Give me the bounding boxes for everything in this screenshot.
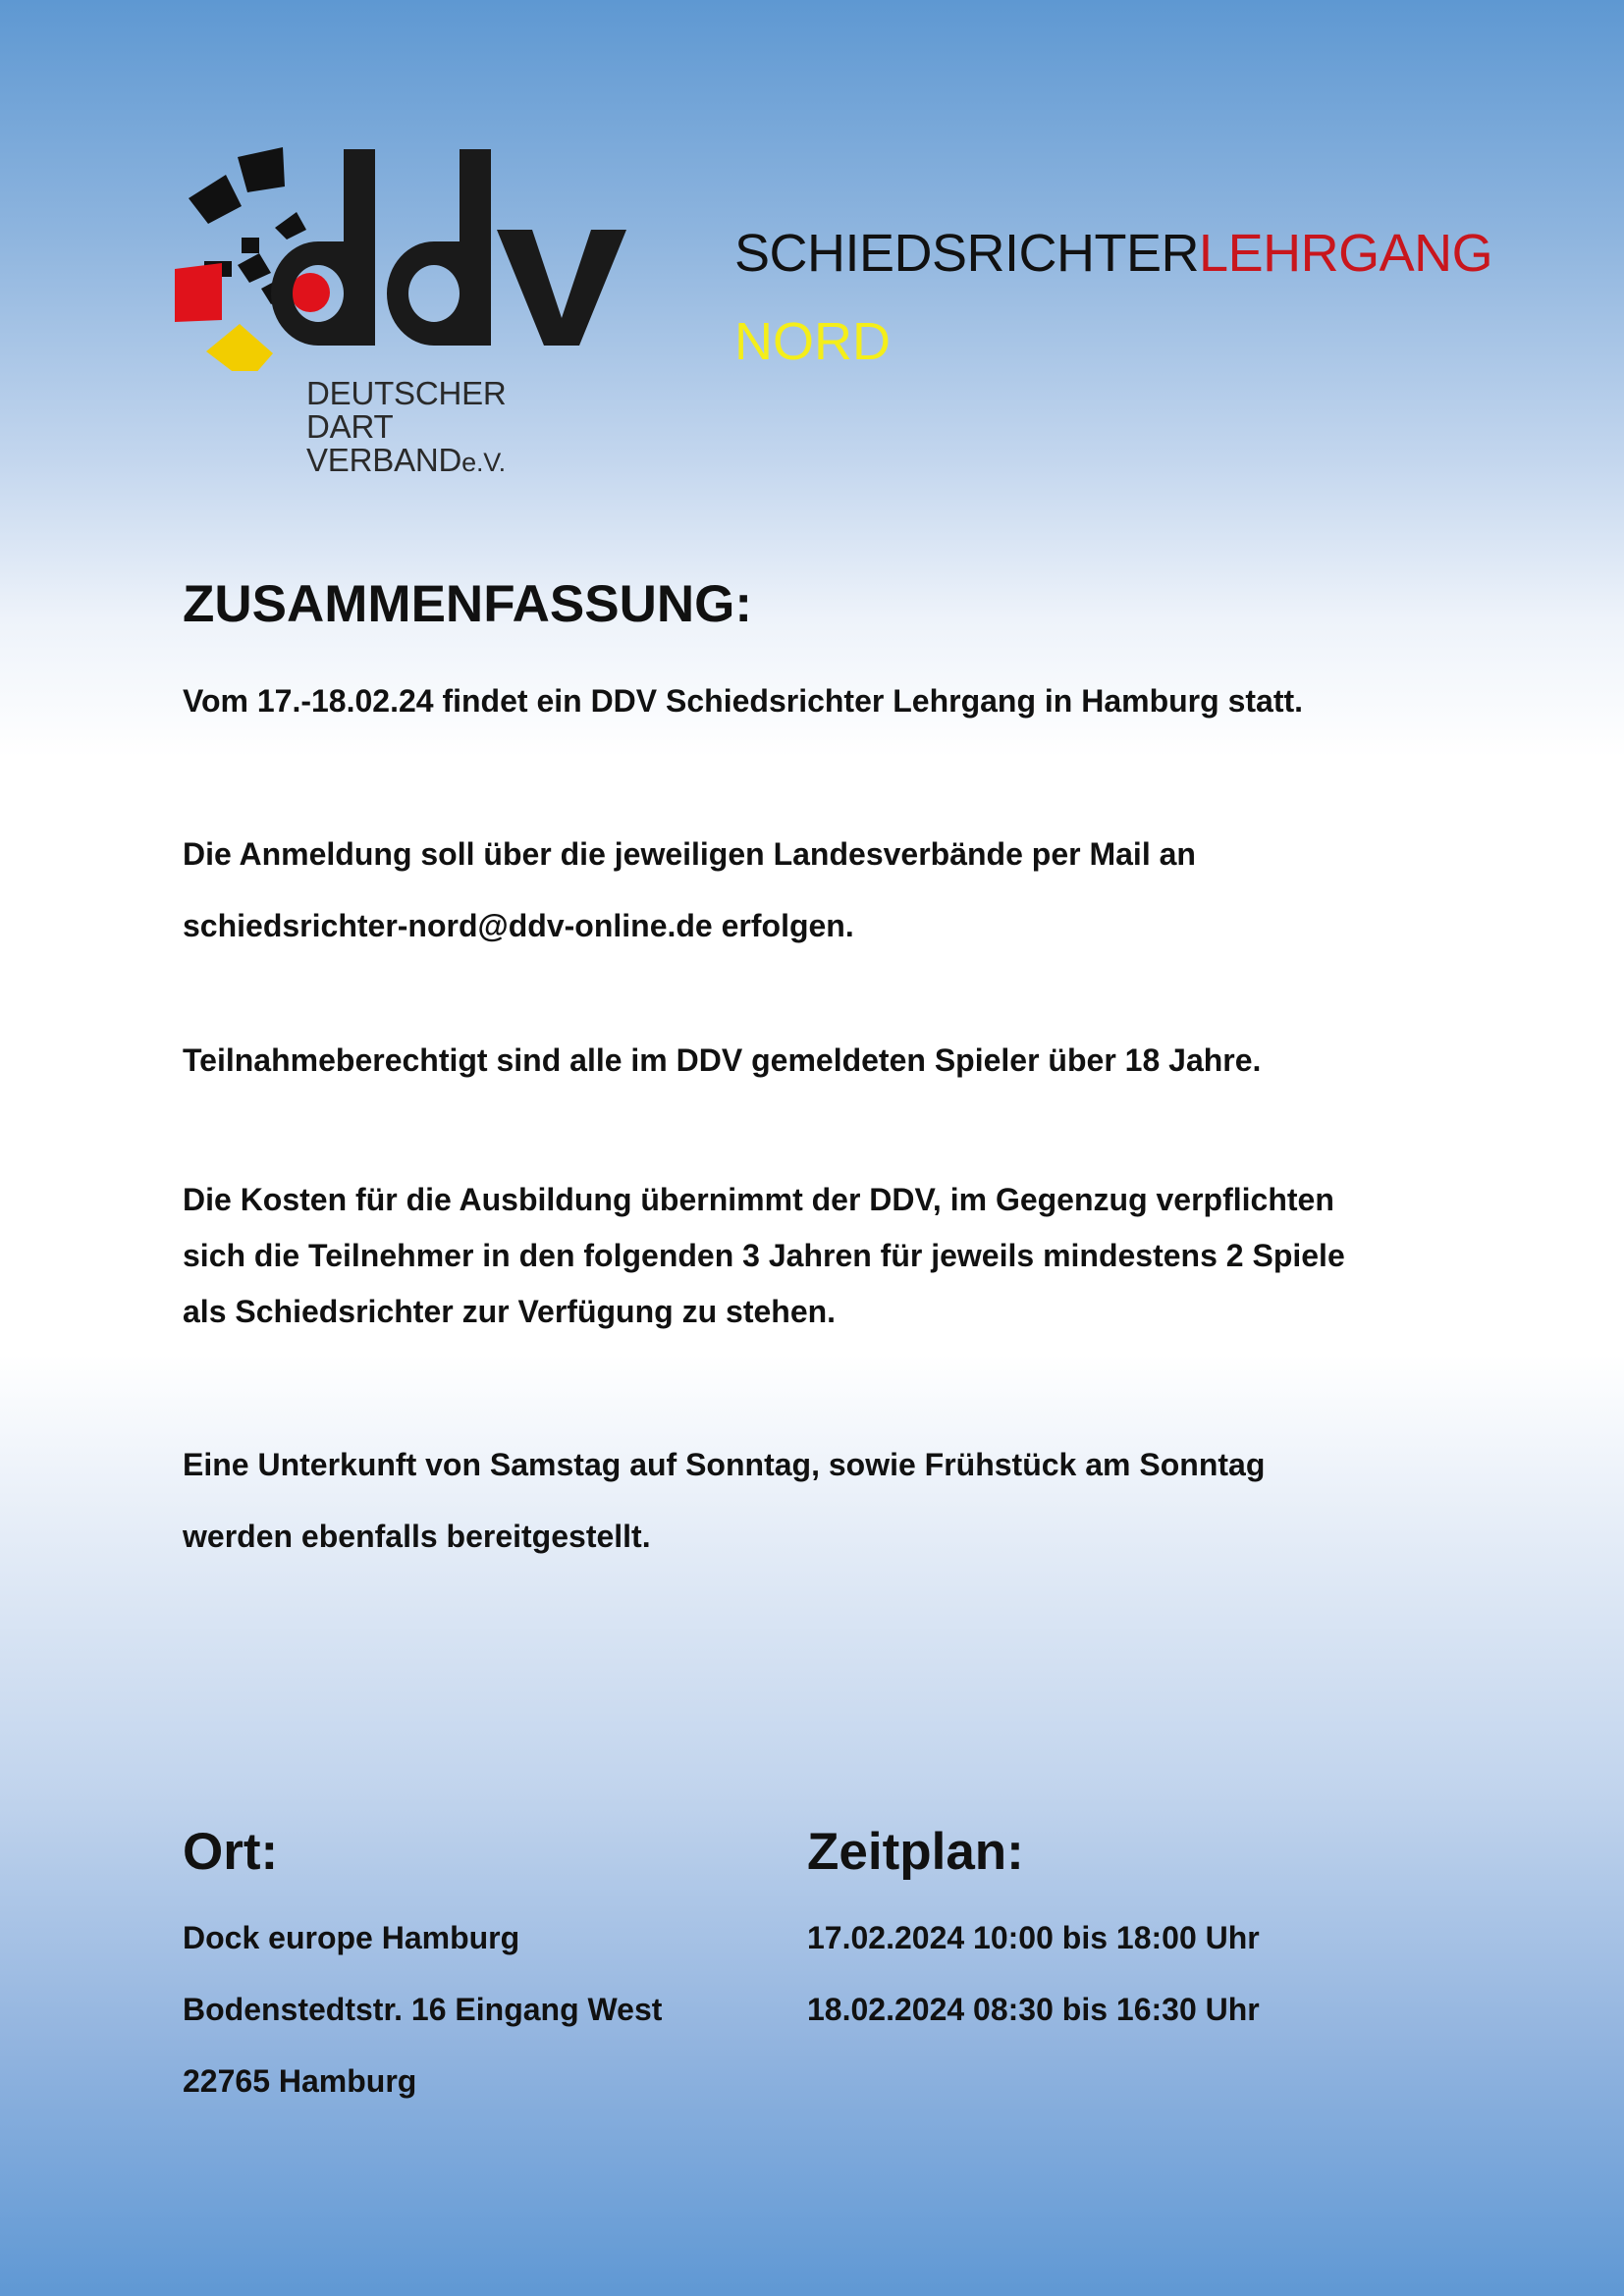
logo-caption <box>306 377 507 479</box>
page-subtitle: NORD <box>734 312 891 371</box>
logo-caption-verband: VERBAND <box>306 442 462 478</box>
summary-section <box>183 573 1459 1554</box>
schedule-line-day2: 18.02.2024 08:30 bis 16:30 Uhr <box>807 1992 1260 2027</box>
paragraph-line: als Schiedsrichter zur Verfügung zu stehen. <box>183 1294 837 1329</box>
paragraph-line: Die Kosten für die Ausbildung übernimmt der DDV, im Gegenzug verpflichten <box>183 1182 1334 1217</box>
paragraph-line: Die Anmeldung soll über die jeweiligen Landesverbände per Mail an <box>183 836 1196 872</box>
paragraph-line: Eine Unterkunft von Samstag auf Sonntag, sowie Frühstück am Sonntag <box>183 1447 1266 1482</box>
location-line-street: Bodenstedtstr. 16 Eingang West <box>183 1992 663 2027</box>
logo-caption-line-2: DART <box>306 408 394 445</box>
summary-paragraph-eligibility <box>183 1035 1261 1086</box>
title-part-black: SCHIEDSRICHTER <box>734 224 1200 283</box>
summary-paragraph-registration <box>183 819 1196 962</box>
summary-paragraph-dates <box>183 675 1303 726</box>
logo-caption-suffix: e.V. <box>461 448 506 477</box>
ddv-logo-mark <box>169 145 660 371</box>
location-line-venue: Dock europe Hamburg <box>183 1920 520 1955</box>
summary-paragraph-costs <box>183 1172 1345 1340</box>
paragraph-line: Vom 17.-18.02.24 findet ein DDV Schiedsrichter Lehrgang in Hamburg statt. <box>183 683 1304 719</box>
logo-caption-line-3 <box>306 444 507 479</box>
summary-heading: ZUSAMMENFASSUNG: <box>183 575 753 633</box>
ddv-logo <box>169 145 660 484</box>
summary-paragraph-accommodation <box>183 1429 1265 1573</box>
paragraph-line: werden ebenfalls bereitgestellt. <box>183 1519 651 1554</box>
paragraph-line: Teilnahmeberechtigt sind alle im DDV gemeldeten Spieler über 18 Jahre. <box>183 1042 1262 1078</box>
schedule-line-day1: 17.02.2024 10:00 bis 18:00 Uhr <box>807 1920 1260 1955</box>
logo-caption-line-1: DEUTSCHER <box>306 375 507 411</box>
title-part-red: LEHRGANG <box>1199 224 1493 283</box>
page-title <box>734 222 1492 285</box>
paragraph-line-email: schiedsrichter-nord@ddv-online.de erfolgen. <box>183 908 854 943</box>
paragraph-line: sich die Teilnehmer in den folgenden 3 Jahren für jeweils mindestens 2 Spiele <box>183 1238 1345 1273</box>
schedule-heading: Zeitplan: <box>807 1823 1024 1881</box>
location-line-city: 22765 Hamburg <box>183 2063 417 2099</box>
location-heading: Ort: <box>183 1823 279 1881</box>
schedule-section <box>807 1818 1396 2046</box>
location-section <box>183 1818 772 2117</box>
